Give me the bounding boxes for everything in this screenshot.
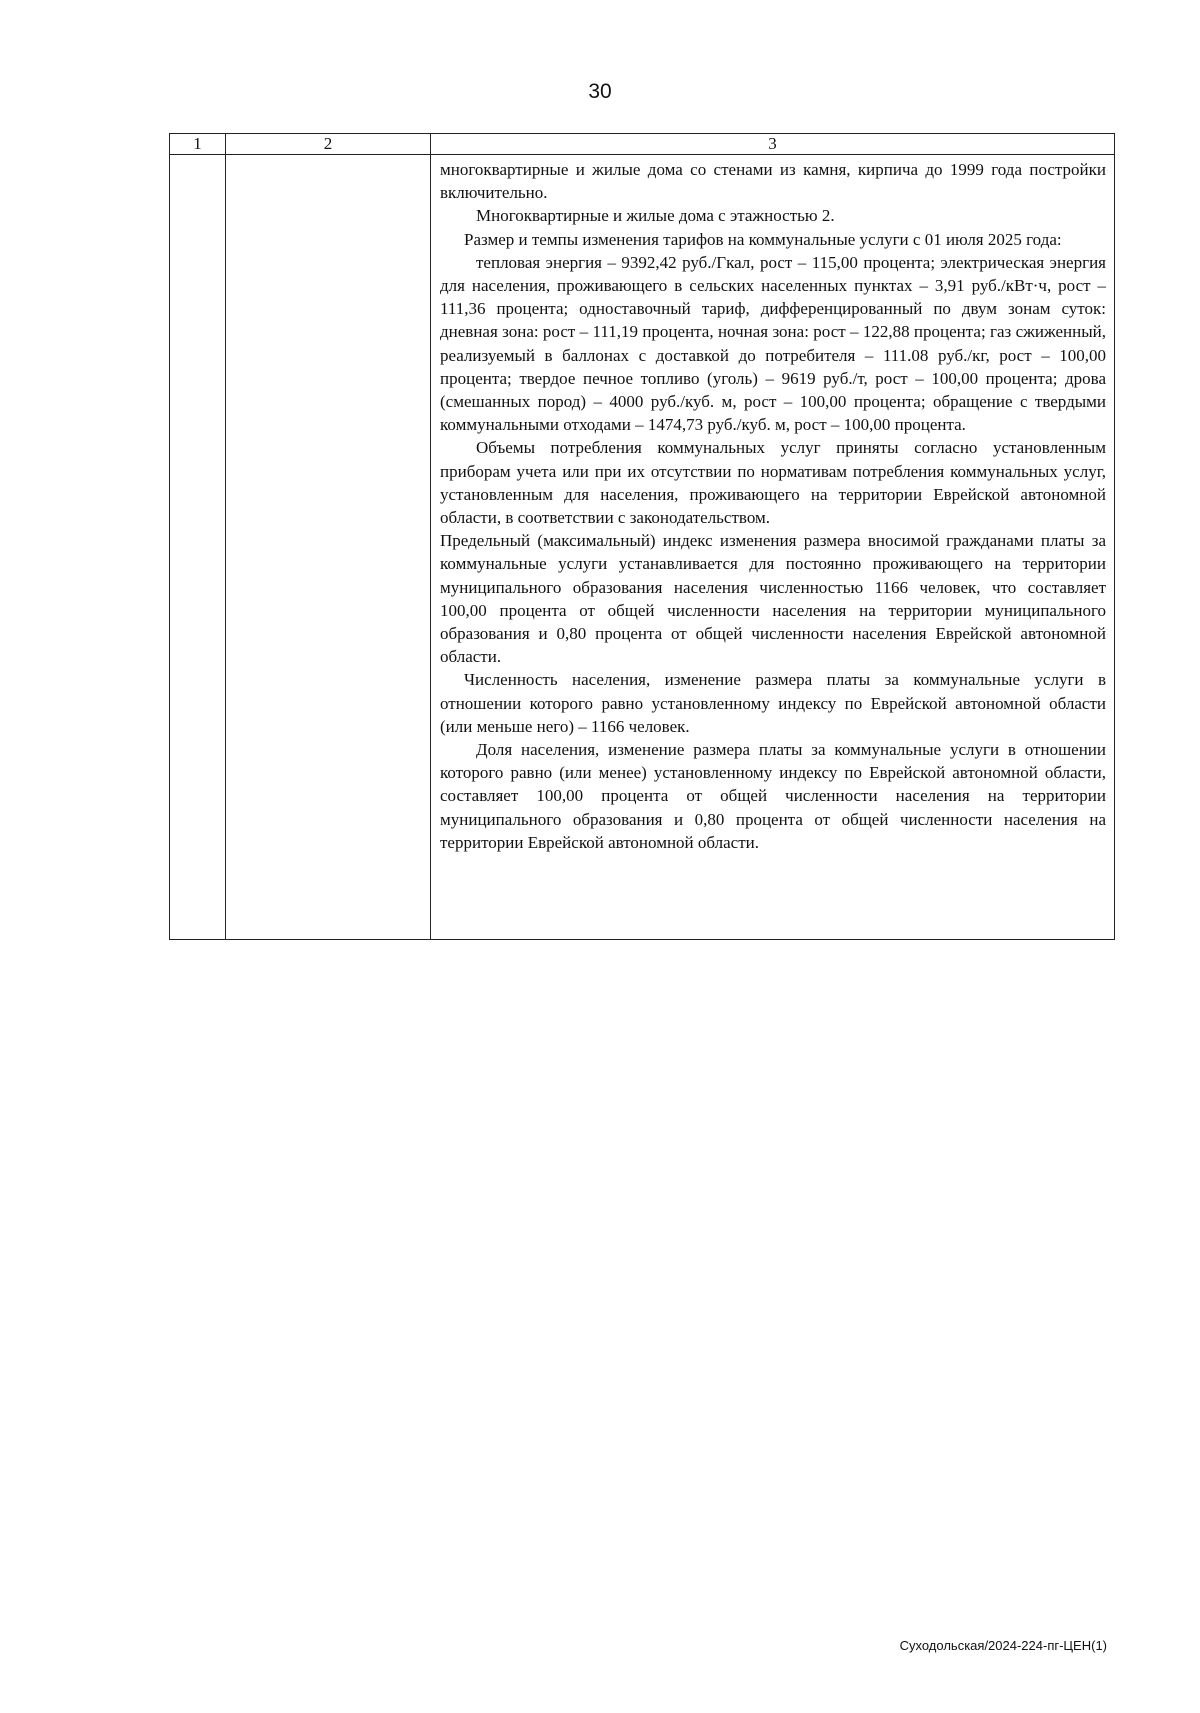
table-header-row <box>170 134 1115 155</box>
tariff-table <box>169 133 1115 940</box>
cell-col-1 <box>170 155 226 940</box>
paragraph-population-share: Доля населения, изменение размера платы за коммунальные услуги в отношении которого равно (или менее) установленному индексу по Еврейской автономной области, составляет 100,00 процента от общей численности населения на территории муниципального образования и 0,80 процента от общей численности населения на территории Еврейской автономной области. <box>440 740 1106 852</box>
column-header-2: 2 <box>226 134 431 155</box>
paragraph-floors: Многоквартирные и жилые дома с этажностью 2. <box>476 206 835 226</box>
paragraph-consumption: Объемы потребления коммунальных услуг приняты согласно установленным приборам учета или при их отсутствии по нормативам потребления коммунальных услуг, установленным для населения, проживающего на территории Еврейской автономной области, в соответствии с законодательством. <box>440 438 1106 528</box>
document-code: Суходольская/2024-224-пг-ЦЕН(1) <box>899 1638 1107 1653</box>
paragraph-housing-type: многоквартирные и жилые дома со стенами из камня, кирпича до 1999 года постройки включительно. <box>440 160 1106 203</box>
paragraph-population-count: Численность населения, изменение размера платы за коммунальные услуги в отношении которого равно установленному индексу по Еврейской автономной области (или меньше него) – 1166 человек. <box>440 670 1106 736</box>
column-header-1: 1 <box>170 134 226 155</box>
paragraph-tariff-intro: Размер и темпы изменения тарифов на коммунальные услуги с 01 июля 2025 года: <box>464 229 1062 249</box>
cell-col-2 <box>226 155 431 940</box>
column-header-3: 3 <box>431 134 1115 155</box>
cell-col-3 <box>431 155 1115 940</box>
page-number: 30 <box>588 80 612 103</box>
table-row <box>170 155 1115 940</box>
paragraph-tariff-values: тепловая энергия – 9392,42 руб./Гкал, рост – 115,00 процента; электрическая энергия для населения, проживающего в сельских населенных пунктах – 3,91 руб./кВт·ч, рост – 111,36 процента; одноставочный тариф, дифференцированный по двум зонам суток: дневная зона: рост – 111,19 процента, ночная зона: рост – 122,88 процента; газ сжиженный, реализуемый в баллонах с доставкой до потребителя – 111.08 руб./кг, рост – 100,00 процента; твердое печное топливо (уголь) – 9619 руб./т, рост – 100,00 процента; дрова (смешанных пород) – 4000 руб./куб. м, рост – 100,00 процента; обращение с твердыми коммунальными отходами – 1474,73 руб./куб. м, рост – 100,00 процента. <box>440 252 1106 435</box>
paragraph-max-index: Предельный (максимальный) индекс изменения размера вносимой гражданами платы за коммунальные услуги устанавливается для постоянно проживающего на территории муниципального образования населения численностью 1166 человек, что составляет 100,00 процента от общей численности населения на территории муниципального образования и 0,80 процента от общей численности населения Еврейской автономной области. <box>440 531 1106 667</box>
